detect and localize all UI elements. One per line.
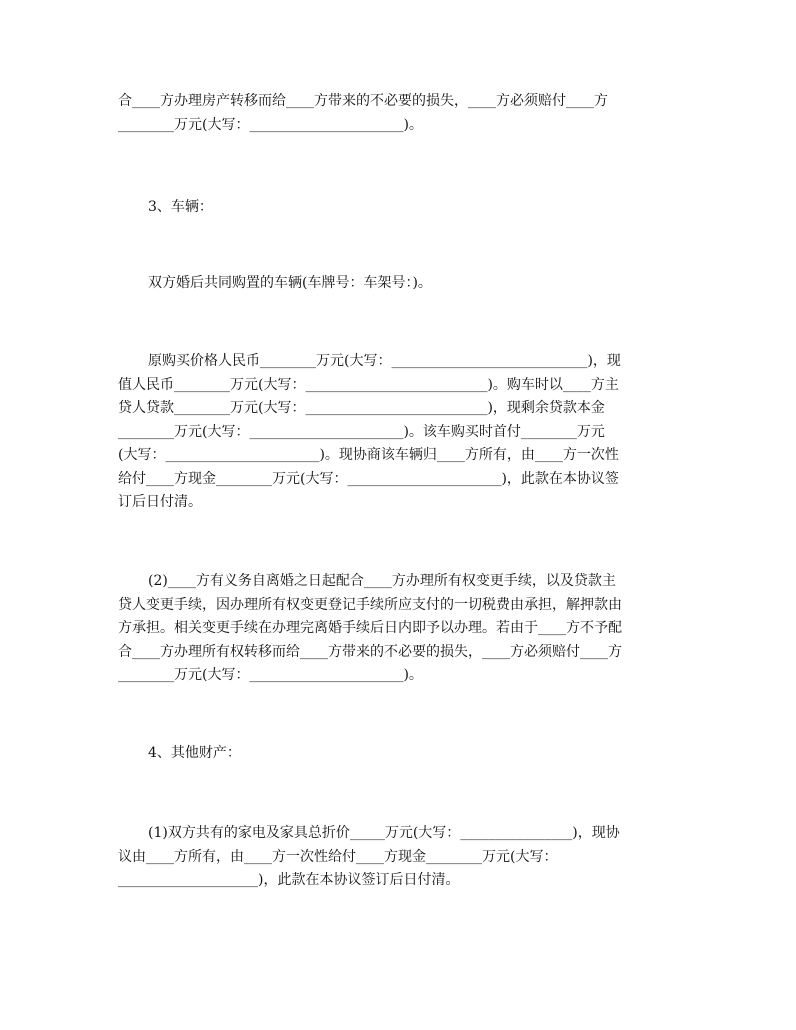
text-line: (2)____方有义务自离婚之日起配合____方办理所有权变更手续，以及贷款主 <box>148 573 616 589</box>
paragraph-vehicle-transfer <box>118 570 690 688</box>
text-line: (1)双方共有的家电及家具总折价_____万元(大写：________________)，现协 <box>148 825 620 841</box>
text-line: 合____方办理房产转移而给____方带来的不必要的损失，____方必须赔付____方 <box>118 93 608 109</box>
text-line: 值人民币________万元(大写：__________________________)。购车时以____方主 <box>118 376 619 393</box>
heading-vehicle <box>118 196 690 220</box>
text-line: 原购买价格人民币________万元(大写：____________________________)，现 <box>148 353 621 369</box>
paragraph-vehicle-intro <box>118 272 690 296</box>
text-line: 给付____方现金________万元(大写：______________________)，此款在本协议签 <box>118 470 619 487</box>
text-line: 贷人贷款________万元(大写：__________________________)，现剩余贷款本金 <box>118 400 605 416</box>
text-line: 合____方办理所有权转移而给____方带来的不必要的损失，____方必须赔付____方 <box>118 643 622 660</box>
text-line: 议由____方所有，由____方一次性给付____方现金________万元(大写： <box>118 848 558 865</box>
text-line: 订后日付清。 <box>118 494 202 510</box>
section-heading: 4、其他财产： <box>148 745 241 761</box>
text-line: (大写：______________________)。现协商该车辆归____方所有，由____方一次性 <box>118 447 619 463</box>
text-line: 方承担。相关变更手续在办理完离婚手续后日内即予以办理。若由于____方不予配 <box>118 620 622 636</box>
text-line: 贷人变更手续，因办理所有权变更登记手续所应支付的一切税费由承担，解押款由 <box>118 596 622 613</box>
paragraph-appliances <box>118 822 690 893</box>
paragraph-house-loss-continued <box>118 90 690 137</box>
paragraph-vehicle-price <box>118 350 690 515</box>
text-line: ________万元(大写：______________________)。该车购买时首付________万元 <box>118 423 605 440</box>
section-heading: 3、车辆： <box>148 199 213 215</box>
heading-other-property <box>118 742 690 766</box>
text-line: ________万元(大写：______________________)。 <box>118 116 423 133</box>
text-line: ________万元(大写：______________________)。 <box>118 667 423 683</box>
text-line: ____________________)，此款在本协议签订后日付清。 <box>118 872 460 888</box>
text-line: 双方婚后共同购置的车辆(车牌号：车架号：)。 <box>148 275 432 291</box>
